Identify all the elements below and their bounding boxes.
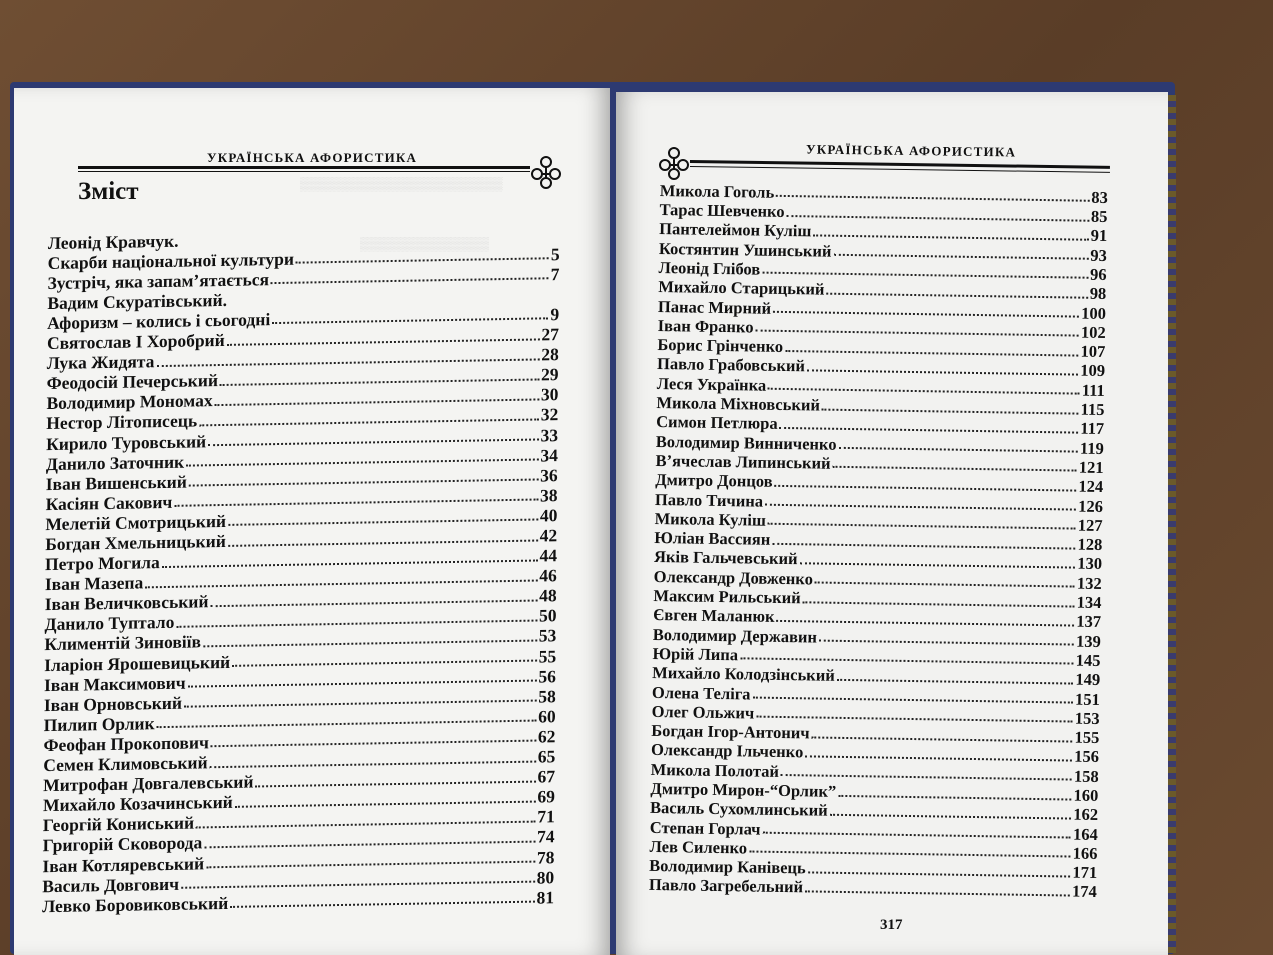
toc-entry-name: Іван Максимович — [43, 672, 186, 695]
toc-entry-page: 62 — [537, 726, 556, 747]
toc-leader-dots — [805, 890, 1070, 896]
toc-entry-name: Лев Силенко — [649, 836, 748, 858]
toc-entry-name: Іван Мазепа — [44, 572, 144, 595]
toc-entry-name: Юліан Вассиян — [654, 528, 771, 549]
toc-entry-page: 132 — [1076, 573, 1102, 593]
toc-entry-name: Зустріч, яка запам’ятається — [47, 268, 270, 293]
toc-entry-page: 127 — [1077, 515, 1103, 535]
toc-entry-page: 102 — [1080, 322, 1106, 342]
toc-leader-dots — [838, 794, 1071, 800]
toc-entry-name: Юрій Липа — [652, 643, 739, 665]
toc-entry-name: Олександр Ільченко — [650, 740, 804, 762]
toc-entry-page: 55 — [538, 645, 557, 667]
toc-entry-name: Максим Рильський — [653, 585, 801, 608]
toc-leader-dots — [838, 447, 1077, 453]
toc-entry-name: Яків Гальчевський — [653, 547, 798, 569]
toc-entry-page: 149 — [1075, 669, 1101, 690]
toc-entry-name: Георгій Кониський — [42, 812, 195, 836]
toc-entry-page: 137 — [1076, 611, 1102, 632]
toc-entry-name: Іван Величковський — [44, 591, 209, 615]
toc-entry-page: 74 — [536, 826, 555, 847]
toc-entry-page: 33 — [540, 424, 559, 445]
toc-leader-dots — [808, 871, 1071, 877]
toc-entry-page: 69 — [537, 786, 556, 807]
toc-entry-page: 50 — [538, 605, 557, 626]
toc-entry-name: Павло Загребельний — [648, 875, 804, 897]
toc-entry-name: Іван Вишенський — [45, 471, 187, 494]
toc-entry-page: 100 — [1081, 303, 1107, 323]
right-toc-list — [649, 180, 1108, 901]
toc-entry-name: Митрофан Довгалевський — [43, 771, 254, 796]
toc-entry-page: 174 — [1071, 882, 1098, 902]
toc-entry-page: 7 — [550, 263, 560, 285]
toc-entry-name: Володимир Державин — [652, 624, 818, 647]
toc-entry-page: 60 — [538, 706, 556, 727]
bleed-through-text: ▒▒▒▒▒▒▒▒▒▒▒▒▒▒ — [360, 236, 489, 251]
toc-entry-page: 158 — [1073, 766, 1099, 786]
toc-leader-dots — [819, 640, 1074, 646]
toc-entry-name: Олександр Довженко — [653, 566, 814, 589]
toc-entry-page: 78 — [536, 846, 555, 868]
toc-entry-page: 42 — [539, 525, 558, 546]
left-running-header: УКРАЇНСЬКА АФОРИСТИКА — [207, 150, 418, 165]
toc-entry-name: Павло Тичина — [654, 489, 764, 511]
toc-leader-dots — [833, 466, 1077, 472]
toc-entry-page: 166 — [1072, 843, 1098, 863]
toc-entry-name: Нестор Літописець — [46, 410, 198, 434]
ornament-icon — [655, 143, 693, 183]
bleed-through-text: ▒▒▒▒▒▒▒▒▒▒▒▒▒▒▒▒▒▒▒▒▒▒ — [300, 176, 503, 191]
toc-entry-name: Панас Мирний — [657, 296, 772, 318]
toc-leader-dots — [830, 814, 1072, 820]
toc-entry-name: Климентій Зиновіїв — [44, 631, 202, 655]
left-toc-list — [42, 223, 560, 915]
toc-leader-dots — [781, 774, 1072, 781]
page-number: 317 — [880, 917, 903, 933]
toc-entry-page: 34 — [540, 444, 558, 466]
toc-entry-name: Михайло Козачинський — [42, 792, 233, 816]
contents-title: Зміст — [78, 178, 139, 205]
toc-entry-name: Микола Міхновський — [656, 393, 821, 415]
toc-entry-page: 162 — [1073, 804, 1099, 825]
toc-entry-page: 160 — [1073, 785, 1099, 805]
toc-entry-name: Володимир Мономах — [46, 390, 213, 414]
left-header-rule — [78, 166, 530, 169]
toc-entry-page: 124 — [1078, 476, 1104, 497]
toc-leader-dots — [807, 369, 1078, 375]
toc-entry-page: 58 — [538, 685, 556, 707]
toc-entry-name: Іван Франко — [657, 315, 754, 337]
toc-entry-page: 44 — [539, 545, 558, 566]
toc-entry-name: Євген Маланюк — [653, 605, 775, 627]
toc-leader-dots — [800, 562, 1076, 568]
toc-leader-dots — [777, 620, 1075, 627]
toc-entry-name: Леся Українка — [656, 373, 767, 395]
toc-entry-name: Микола Гоголь — [659, 180, 775, 202]
toc-leader-dots — [837, 679, 1074, 685]
toc-leader-dots — [826, 292, 1087, 298]
toc-entry-page: 29 — [541, 364, 559, 385]
toc-entry-name: Лука Жидята — [46, 351, 155, 374]
toc-entry-name: Петро Могила — [45, 552, 160, 575]
toc-entry-name: Пантелеймон Куліш — [659, 219, 812, 241]
toc-entry-name: Вадим Скуратівський. — [47, 289, 228, 313]
toc-entry-page: 134 — [1076, 592, 1102, 613]
toc-entry-name: Леонід Глібов — [658, 257, 761, 279]
toc-entry-page: 30 — [540, 384, 559, 405]
left-header-rule-thin — [78, 171, 530, 172]
toc-entry-page: 153 — [1074, 708, 1100, 728]
toc-entry-page: 98 — [1089, 284, 1107, 304]
toc-entry-page: 67 — [537, 766, 556, 787]
toc-entry-name: Богдан Хмельницький — [45, 530, 226, 555]
toc-entry-page: 38 — [539, 484, 558, 506]
toc-entry-name: Павло Грабовський — [656, 354, 806, 376]
toc-entry-page: 119 — [1079, 438, 1104, 458]
toc-entry-page: 139 — [1075, 631, 1101, 651]
toc-entry-name: Дмитро Мирон-“Орлик” — [650, 778, 837, 801]
toc-entry-page: 145 — [1075, 650, 1101, 670]
toc-entry-page: 40 — [539, 505, 558, 526]
toc-entry-page: 65 — [537, 746, 556, 767]
toc-entry-name: Данило Туптало — [44, 612, 175, 635]
toc-leader-dots — [805, 755, 1072, 761]
toc-entry-name: Тарас Шевченко — [659, 200, 785, 222]
toc-entry-name: Іларіон Ярошевицький — [44, 651, 231, 675]
toc-entry-page: 27 — [541, 324, 560, 345]
toc-entry-name: Левко Боровиковський — [42, 892, 229, 916]
toc-entry-page: 32 — [540, 404, 559, 425]
toc-leader-dots — [833, 254, 1088, 260]
toc-leader-dots — [812, 736, 1073, 742]
toc-entry-name: Феодосій Печерський — [46, 370, 219, 394]
toc-entry-name: Кирило Туровський — [46, 430, 207, 454]
toc-entry-name: Олег Ольжич — [651, 701, 755, 723]
toc-entry-name: Семен Климовський — [43, 752, 208, 776]
toc-leader-dots — [230, 901, 534, 908]
toc-leader-dots — [813, 234, 1088, 240]
toc-entry-name: Мелетій Смотрицький — [45, 510, 227, 534]
toc-entry-name: Дмитро Донцов — [655, 470, 773, 492]
right-running-header: УКРАЇНСЬКА АФОРИСТИКА — [805, 141, 1017, 160]
toc-entry-page: 126 — [1078, 496, 1104, 516]
toc-entry-name: Іван Котляревський — [42, 852, 205, 876]
toc-entry-name: Борис Грінченко — [657, 335, 784, 357]
toc-entry-name: Костянтин Ушинський — [658, 238, 832, 261]
toc-entry-page: 96 — [1089, 264, 1107, 285]
toc-entry-page: 91 — [1090, 226, 1108, 246]
toc-entry-name: Михайло Колодзінський — [652, 663, 835, 686]
toc-entry-page: 5 — [550, 243, 560, 264]
toc-entry-page: 107 — [1080, 341, 1106, 362]
toc-entry-page: 36 — [540, 464, 558, 486]
toc-entry-name: Афоризм – колись і сьогодні — [47, 309, 271, 333]
toc-entry-page: 109 — [1080, 361, 1106, 381]
toc-entry-page: 81 — [536, 886, 555, 908]
toc-entry-page: 156 — [1074, 746, 1100, 767]
toc-entry-page: 130 — [1077, 554, 1103, 574]
toc-entry-page: 155 — [1074, 727, 1100, 748]
toc-entry-name: Михайло Старицький — [658, 277, 825, 299]
toc-entry-name: Василь Сухомлинський — [649, 798, 828, 821]
toc-entry-page: 151 — [1075, 689, 1101, 709]
toc-entry-page: 121 — [1078, 457, 1104, 477]
toc-entry-name: Пилип Орлик — [43, 713, 155, 735]
toc-leader-dots — [296, 257, 549, 263]
toc-entry-page: 83 — [1091, 187, 1108, 207]
toc-entry-name: Данило Заточник — [45, 451, 185, 474]
toc-entry-page: 53 — [538, 625, 557, 646]
toc-entry-name: Микола Куліш — [654, 508, 767, 530]
toc-leader-dots — [803, 601, 1075, 607]
toc-entry-name: Василь Довгович — [42, 873, 180, 896]
toc-entry-name: Іван Орновський — [43, 692, 183, 715]
toc-entry-name: Степан Горлач — [649, 817, 761, 839]
toc-entry-page: 171 — [1072, 862, 1098, 883]
toc-entry-page: 9 — [550, 304, 560, 325]
toc-entry-page: 71 — [537, 806, 555, 827]
toc-leader-dots — [780, 427, 1079, 434]
toc-entry-name: Касіян Сакович — [45, 491, 173, 514]
toc-leader-dots — [815, 582, 1075, 588]
toc-entry-name: Богдан Ігор-Антонич — [651, 721, 810, 743]
ornament-icon — [527, 152, 565, 192]
toc-entry-page: 56 — [538, 665, 557, 687]
toc-entry-name: Феофан Прокопович — [43, 732, 209, 756]
toc-entry-page: 128 — [1077, 534, 1103, 555]
toc-entry-name: Микола Полотай — [650, 759, 780, 781]
toc-entry-name: Леонід Кравчук. — [47, 230, 179, 253]
toc-entry-name: Скарби національної культури — [47, 248, 295, 273]
toc-entry-page: 80 — [536, 866, 555, 888]
toc-entry-name: Григорій Сковорода — [42, 832, 203, 856]
toc-entry-name: Володимир Канівець — [649, 856, 806, 878]
toc-entry-page: 93 — [1090, 245, 1108, 265]
toc-entry-page: 117 — [1080, 418, 1105, 439]
toc-leader-dots — [785, 350, 1079, 357]
toc-entry-page: 85 — [1090, 206, 1108, 227]
toc-entry-name: Симон Петлюра — [656, 412, 778, 434]
toc-entry-page: 115 — [1080, 399, 1105, 420]
toc-entry-name: Володимир Винниченко — [655, 431, 837, 454]
toc-entry-page: 164 — [1072, 824, 1098, 844]
toc-entry-page: 48 — [539, 585, 557, 606]
toc-leader-dots — [822, 408, 1079, 414]
toc-entry-name: Святослав І Хоробрий — [46, 329, 225, 354]
toc-entry-page: 46 — [539, 565, 557, 586]
toc-entry-page: 28 — [541, 344, 559, 365]
toc-entry-page: 111 — [1081, 380, 1105, 400]
toc-entry-name: Олена Теліга — [651, 682, 751, 703]
toc-entry-name: В’ячеслав Липинський — [655, 450, 831, 473]
